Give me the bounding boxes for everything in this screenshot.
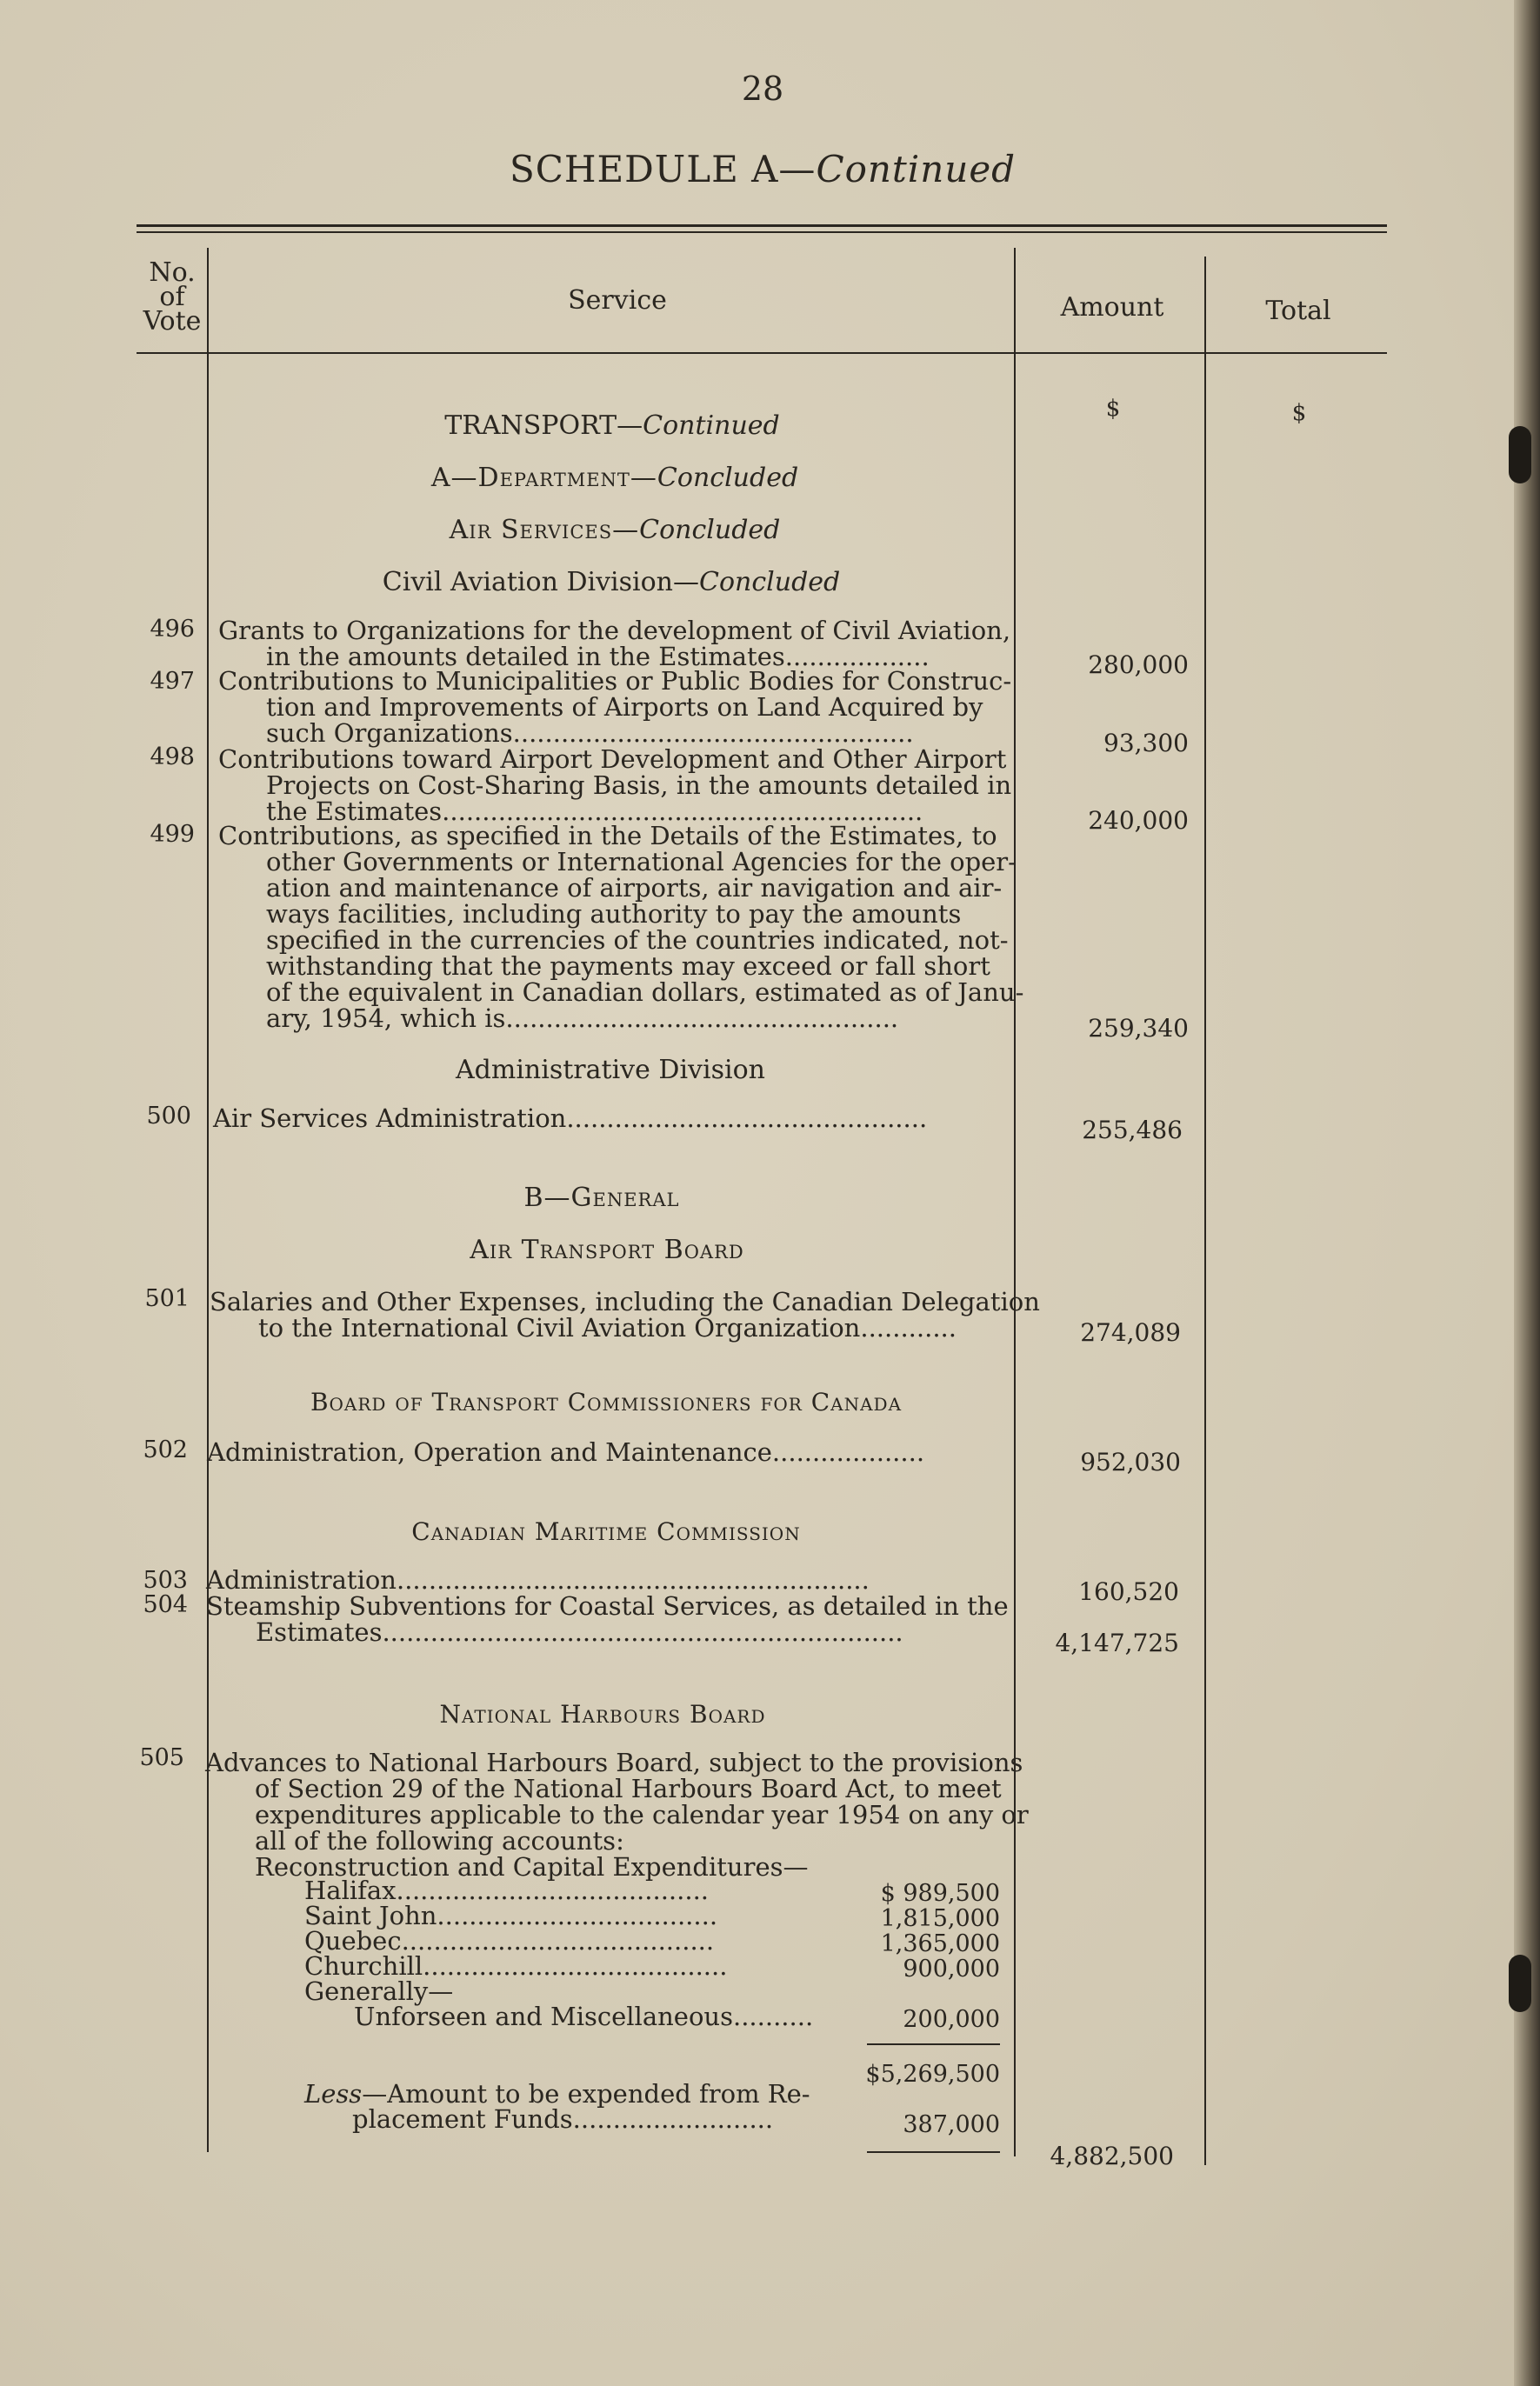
subtotal-rule bbox=[867, 2043, 1000, 2045]
sub-item-labels bbox=[304, 1878, 813, 2029]
heading-canadian-maritime: Canadian Maritime Commission bbox=[411, 1517, 801, 1546]
vote-number: 496 bbox=[150, 616, 195, 643]
amount-value: 259,340 bbox=[1088, 1014, 1189, 1043]
sub-item-values: $ 989,500 1,815,000 1,365,000 900,000 200,000 bbox=[880, 1880, 1000, 2033]
vote-number: 497 bbox=[150, 668, 195, 695]
heading-department: A—Department—Concluded bbox=[430, 463, 799, 493]
header-no-of-vote: No. of Vote bbox=[143, 257, 202, 337]
heading-air-transport-board: Air Transport Board bbox=[470, 1235, 744, 1265]
heading-board-of-transport: Board of Transport Commissioners for Canada bbox=[310, 1388, 903, 1416]
subtotal-value: $5,269,500 bbox=[865, 2061, 1000, 2088]
heading-general: B—General bbox=[523, 1183, 680, 1213]
header-double-rule bbox=[137, 224, 1387, 227]
amount-value: 280,000 bbox=[1088, 650, 1189, 679]
vote-number: 499 bbox=[150, 821, 195, 848]
amount-value: 160,520 bbox=[1078, 1577, 1179, 1606]
service-text: Contributions, as specified in the Details of the Estimates, to other Governments or International Agencies for the oper- ation and maintenance of airports, air navigation and air- ways facilities, including authority to pay the amounts specified in the currencies of the countries indicated, not- withstanding that the payments may exceed or fall short of the equivalent in Canadian dollars, estimated as of Janu- ary, 1954, which is................................................. bbox=[218, 821, 1024, 1033]
heading-civil-aviation: Civil Aviation Division—Concluded bbox=[382, 567, 841, 597]
total-value: 4,882,500 bbox=[1050, 2142, 1174, 2170]
header-total: Total bbox=[1265, 296, 1331, 326]
service-text: Contributions toward Airport Development and Other Airport Projects on Cost-Sharing Basis, in the amounts detailed in the Estimates............................................................ bbox=[218, 744, 1012, 826]
amount-value: 240,000 bbox=[1088, 806, 1189, 835]
amount-value: 255,486 bbox=[1082, 1116, 1183, 1144]
binding-hole bbox=[1509, 1955, 1531, 2012]
service-text: Air Services Administration............................................. bbox=[213, 1103, 928, 1133]
sub-item-churchill: Churchill...................................... bbox=[304, 1951, 728, 1981]
service-text: Salaries and Other Expenses, including the Canadian Delegation to the International Civil Aviation Organization............ bbox=[210, 1287, 1040, 1343]
header-service: Service bbox=[568, 285, 667, 316]
sub-item-unforseen: Unforseen and Miscellaneous.......... bbox=[354, 2002, 814, 2031]
page-number: 28 bbox=[741, 70, 784, 108]
page-edge bbox=[1514, 0, 1540, 2386]
less-replacement-funds: Less—Amount to be expended from Re- placement Funds......................... bbox=[304, 2079, 810, 2134]
dollar-sign-total: $ bbox=[1291, 400, 1307, 426]
less-value: 387,000 bbox=[903, 2111, 1000, 2138]
sub-item-halifax: Halifax....................................... bbox=[304, 1876, 710, 1905]
binding-hole bbox=[1509, 426, 1531, 483]
vote-number: 503 bbox=[143, 1567, 188, 1594]
final-rule bbox=[867, 2151, 1000, 2153]
amount-value: 93,300 bbox=[1103, 729, 1189, 757]
service-text: Administration, Operation and Maintenance................... bbox=[207, 1437, 925, 1467]
heading-administrative-division: Administrative Division bbox=[456, 1055, 765, 1085]
amount-value: 952,030 bbox=[1080, 1448, 1181, 1476]
service-text: Grants to Organizations for the development of Civil Aviation, in the amounts detailed in the Estimates.................. bbox=[218, 616, 1011, 671]
heading-transport: TRANSPORT—Continued bbox=[444, 410, 780, 441]
header-amount: Amount bbox=[1060, 292, 1164, 323]
amount-value: 4,147,725 bbox=[1055, 1629, 1179, 1657]
sub-item-quebec: Quebec....................................... bbox=[304, 1926, 715, 1956]
vote-number: 502 bbox=[143, 1436, 188, 1463]
sub-item-saint-john: Saint John................................... bbox=[304, 1901, 718, 1930]
vote-number: 498 bbox=[150, 743, 195, 770]
dollar-sign-amount: $ bbox=[1105, 396, 1121, 422]
schedule-title: SCHEDULE A—Continued bbox=[509, 148, 1017, 190]
vote-number: 500 bbox=[146, 1103, 191, 1130]
vote-number: 505 bbox=[139, 1744, 184, 1771]
header-double-rule bbox=[137, 231, 1387, 233]
service-text: Administration........................................................... Steamship Subventions for Coastal Services, as detailed in the Estimates................................................................. bbox=[206, 1565, 1009, 1647]
vote-number: 501 bbox=[144, 1285, 190, 1312]
vote-number: 504 bbox=[143, 1591, 188, 1618]
service-text: Advances to National Harbours Board, subject to the provisions of Section 29 of the National Harbours Board Act, to meet expenditures applicable to the calendar year 1954 on any or all of the following accounts: Reconstruction and Capital Expenditures— bbox=[205, 1748, 1029, 1882]
amount-column-line bbox=[1204, 257, 1206, 2165]
header-bottom-rule bbox=[137, 352, 1387, 354]
amount-value: 274,089 bbox=[1080, 1318, 1181, 1347]
heading-air-services: Air Services—Concluded bbox=[449, 515, 781, 545]
service-text: Contributions to Municipalities or Public Bodies for Construc- tion and Improvements of Airports on Land Acquired by such Organizations.................................................. bbox=[218, 666, 1012, 748]
sub-item-generally: Generally— bbox=[304, 1976, 454, 2006]
heading-national-harbours: National Harbours Board bbox=[439, 1700, 766, 1729]
